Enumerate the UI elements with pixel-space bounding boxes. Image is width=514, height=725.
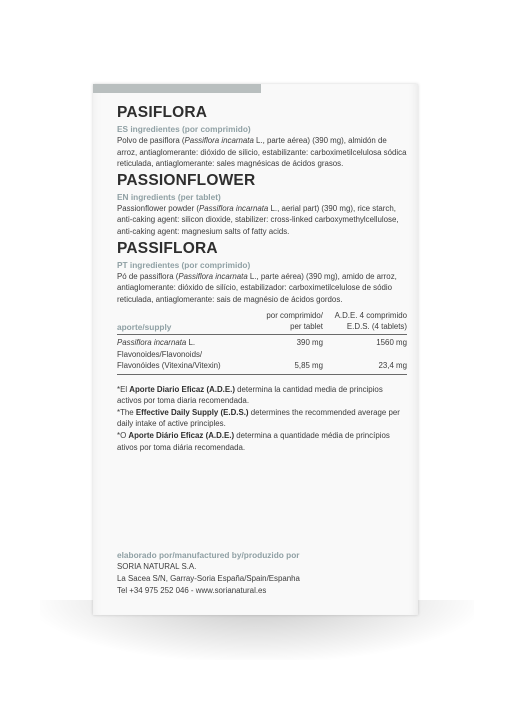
row-per-tablet: 5,85 mg <box>294 361 323 371</box>
row-ade: 1560 mg <box>376 338 407 348</box>
ingredients-text-pt-pre: Pó de passiflora ( <box>117 271 179 281</box>
ingredients-text-en-pre: Passionflower powder ( <box>117 203 200 213</box>
ingredients-text-es-pre: Polvo de pasiflora ( <box>117 136 185 145</box>
ingredients-label-en: EN ingredients (per tablet) <box>117 191 221 202</box>
table-row <box>117 360 407 374</box>
section-pt <box>117 240 407 306</box>
footnote-pt-bold: Aporte Diário Eficaz (A.D.E.) <box>128 430 235 440</box>
manufacturer-company: SORIA NATURAL S.A. <box>117 562 197 571</box>
manufacturer-contact: Tel +34 975 252 046 - www.sorianatural.es <box>117 586 267 595</box>
section-es <box>117 104 407 170</box>
header-per-tablet <box>237 311 323 332</box>
box-top-bar <box>93 84 261 93</box>
manufacturer-block <box>117 549 407 597</box>
row-name-italic: Passiflora incarnata <box>117 338 187 348</box>
footnote-en-bold: Effective Daily Supply (E.D.S.) <box>135 407 249 417</box>
ingredients-text-en <box>117 203 407 238</box>
ingredients-text-pt-post: L., parte aérea) (390 mg), amido de arroz, antiaglomerante: dióxido de silício, estabilizador: carboximetilcelulose de sódio reticulada, antiaglomerante: sais de magnésio de ácidos gordos. <box>117 271 397 304</box>
header-ade <box>323 311 407 332</box>
footnote-es-pre: *El <box>117 384 130 394</box>
ingredients-label-pt: PT ingredientes (por comprimido) <box>117 259 251 270</box>
header-per-tablet-line2: per tablet <box>290 321 323 331</box>
footnote-pt-pre: *O <box>117 430 129 440</box>
footnote-en-post: determines the recommended average per daily intake of active principles. <box>117 407 400 429</box>
product-box-back <box>93 84 418 615</box>
ingredients-text-pt-italic: Passiflora incarnata <box>178 271 248 281</box>
ingredients-text-es <box>117 135 407 170</box>
footnotes <box>117 384 407 454</box>
header-supply: aporte/supply <box>117 322 172 333</box>
section-en <box>117 172 407 238</box>
supply-table-header <box>117 311 407 335</box>
row-name: Flavonóides (Vitexina/Vitexin) <box>117 361 221 371</box>
supply-table <box>117 311 407 374</box>
row-ade: 23,4 mg <box>378 361 407 371</box>
ingredients-text-en-post: L., aerial part) (390 mg), rice starch, anti-caking agent: silicon dioxide, stabilizer: cross-linked carboxymethylcellulose, anti-caking agent: magnesium salts of fatty acids. <box>117 203 399 236</box>
product-name-es: PASIFLORA <box>117 104 208 121</box>
footnote-es-post: determina la cantidad media de principios activos por toma diaria recomendada. <box>117 384 383 406</box>
label-content <box>117 104 407 453</box>
product-name-pt: PASSIFLORA <box>117 239 218 257</box>
table-row <box>117 335 407 348</box>
header-per-tablet-line1: por comprimido/ <box>266 311 323 321</box>
footnote-pt-post: determina a quantidade média de princípios ativos por toma diária recomendada. <box>117 430 390 452</box>
manufacturer-address: La Sacea S/N, Garray-Soria España/Spain/Espanha <box>117 574 300 583</box>
header-ade-line2: E.D.S. (4 tablets) <box>346 321 407 331</box>
ingredients-label-es: ES ingredientes (por comprimido) <box>117 124 251 134</box>
footnote-es <box>117 384 407 407</box>
ingredients-text-en-italic: Passiflora incarnata <box>199 203 269 213</box>
ingredients-text-pt <box>117 271 407 306</box>
row-name-rest: L. <box>186 338 196 348</box>
header-ade-line1: A.D.E. 4 comprimido <box>334 311 407 321</box>
row-name <box>117 337 237 348</box>
product-name-en: PASSIONFLOWER <box>117 171 256 189</box>
row-name: Flavonoides/Flavonoids/ <box>117 349 203 359</box>
footnote-en-pre: *The <box>117 407 136 417</box>
footnote-en <box>117 407 407 430</box>
table-row <box>117 349 407 360</box>
row-per-tablet: 390 mg <box>296 338 323 348</box>
footnote-pt <box>117 430 407 453</box>
manufacturer-label: elaborado por/manufactured by/produzido por <box>117 550 300 560</box>
ingredients-text-es-italic: Passiflora incarnata <box>184 136 254 145</box>
ingredients-text-es-post: L., parte aérea) (390 mg), almidón de arroz, antiaglomerante: dióxido de silicio, estabilizante: carboximetilcelulosa sódica reticulada, antiaglomerante: sales magnésicas de ácidos grasos. <box>117 136 407 169</box>
footnote-es-bold: Aporte Diario Eficaz (A.D.E.) <box>129 384 235 394</box>
